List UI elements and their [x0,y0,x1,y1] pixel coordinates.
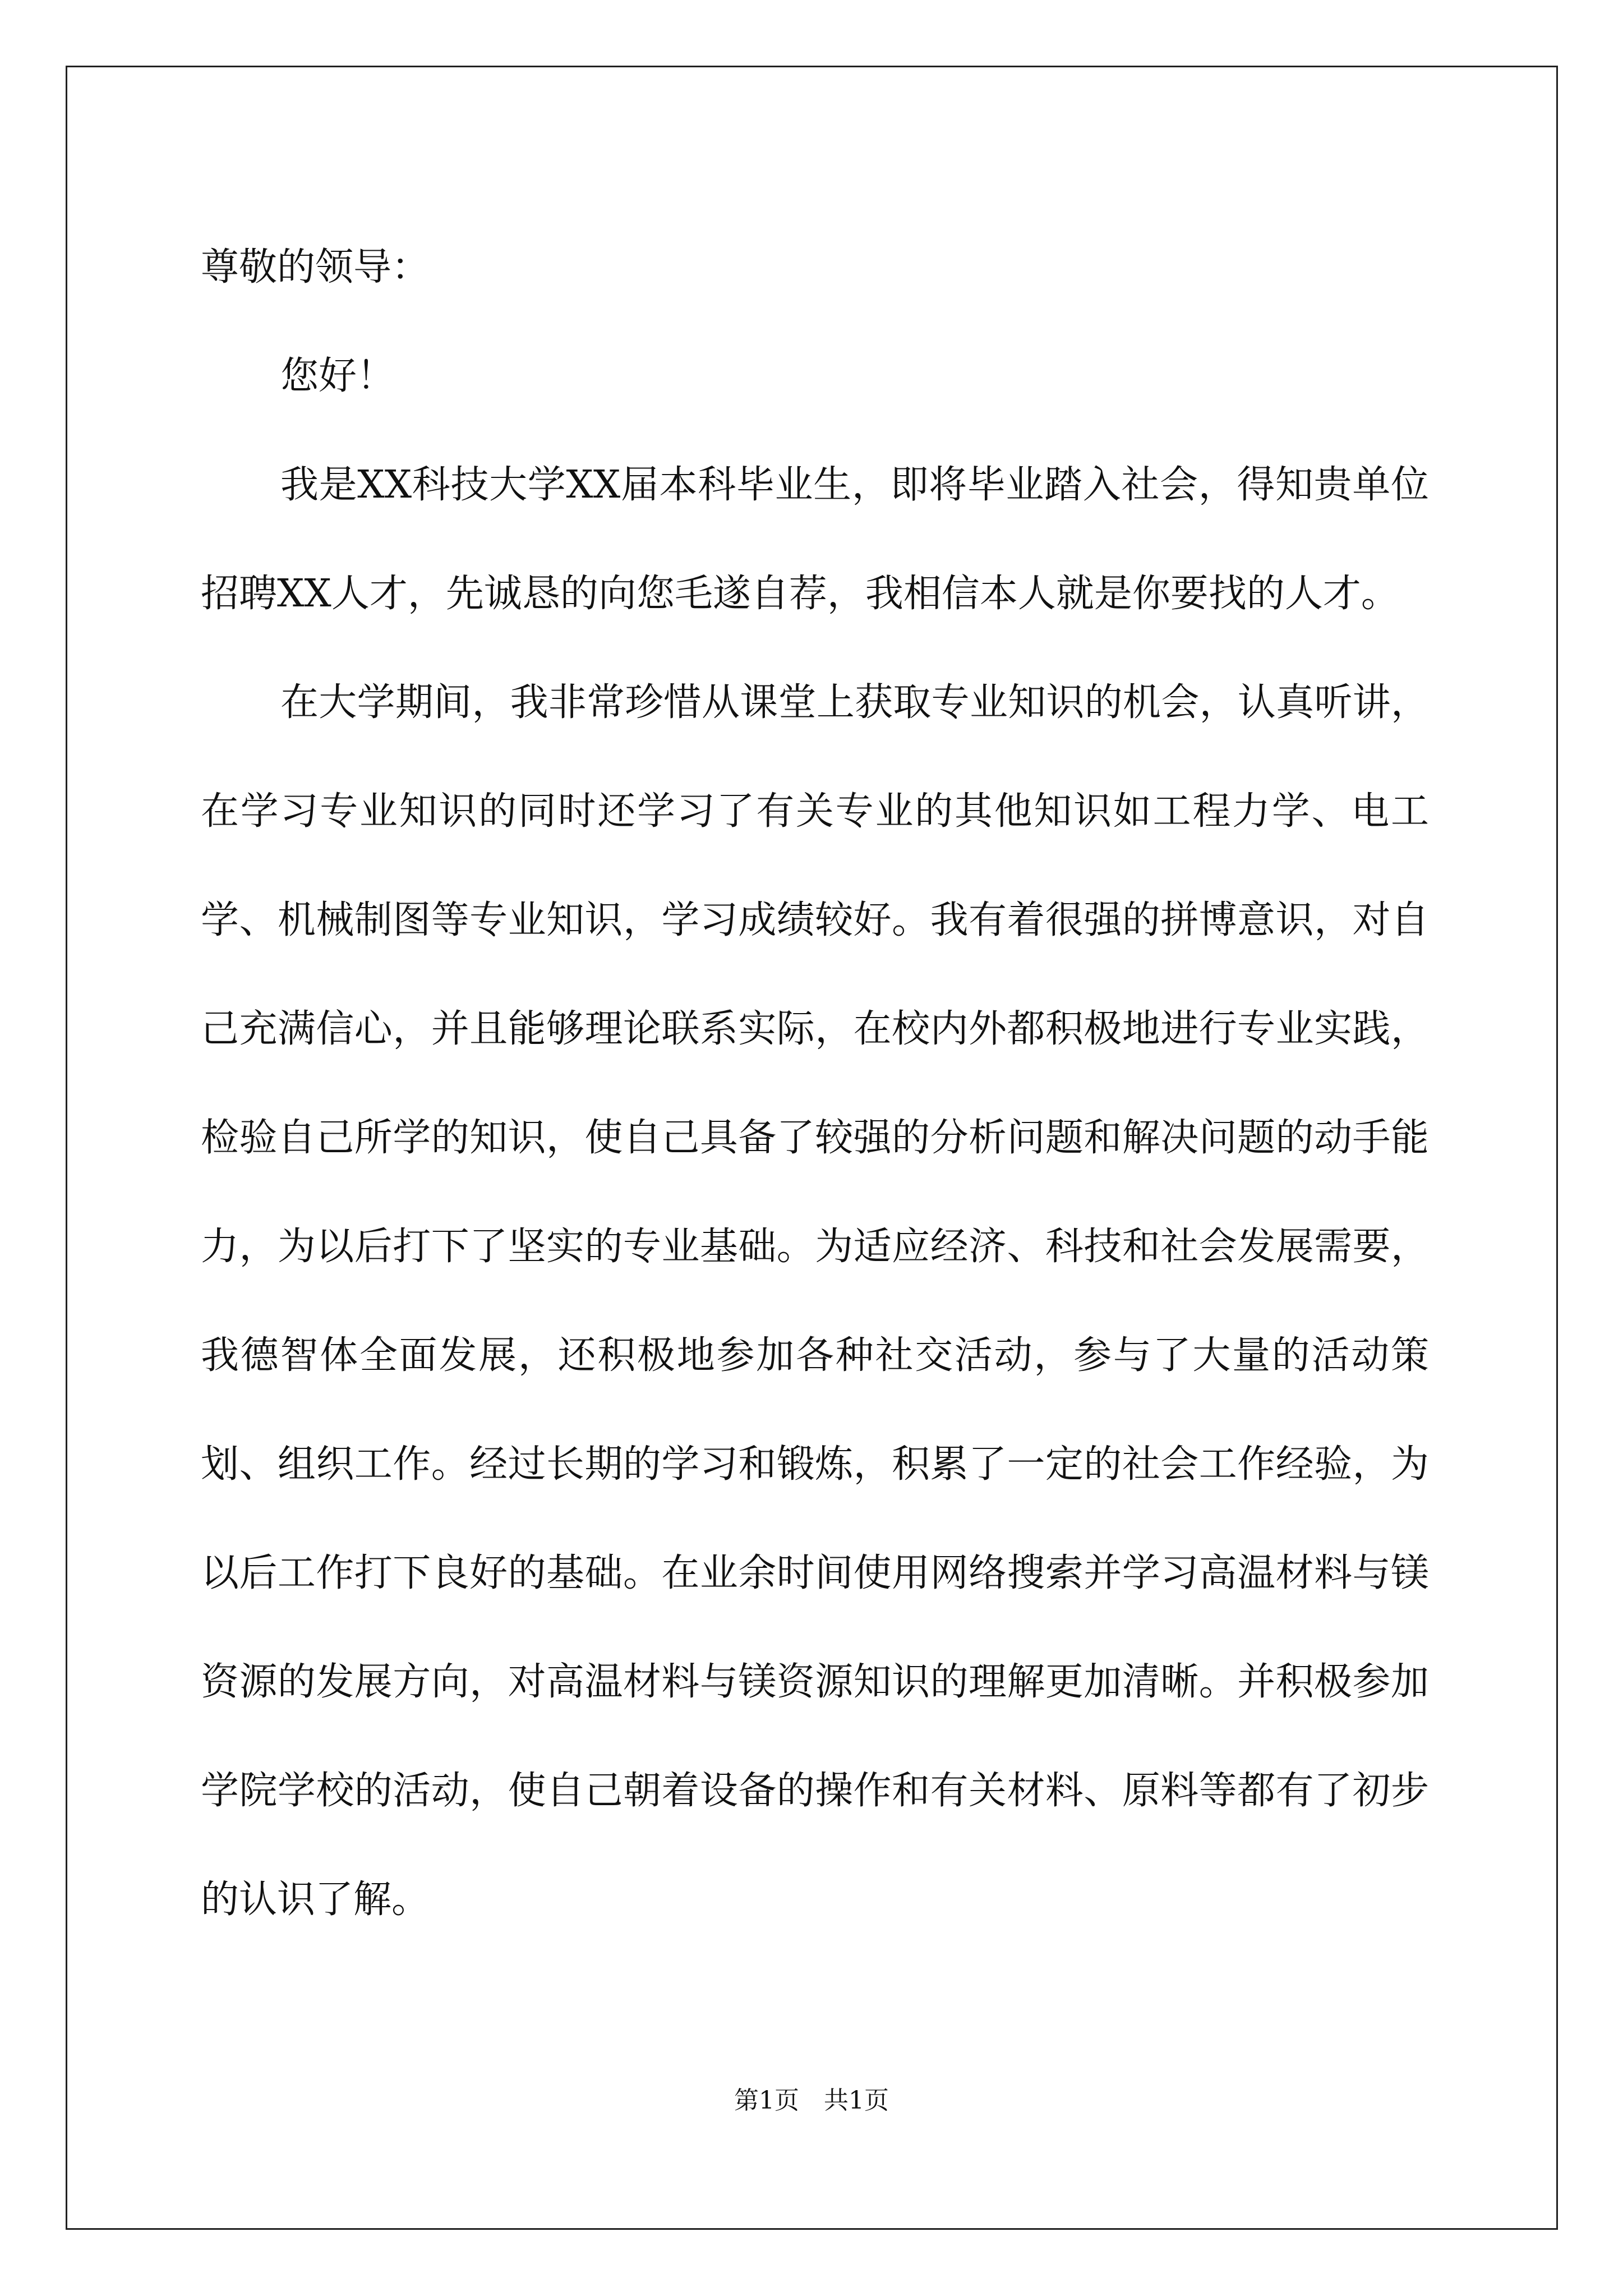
salutation: 尊敬的领导： [201,245,430,289]
page-footer [0,2084,1623,2118]
page-total: 共1页 [824,2086,889,2115]
page-number: 第1页 [734,2086,799,2115]
paragraph-university-experience: 在大学期间，我非常珍惜从课堂上获取专业知识的机会，认真听讲，在学习专业知识的同时还学习了有关专业的其他知识如工程力学、电工学、机械制图等专业知识，学习成绩较好。我有着很强的拼博意识，对自己充满信心，并且能够理论联系实际，在校内外都积极地进行专业实践，检验自己所学的知识，使自己具备了较强的分析问题和解决问题的动手能力，为以后打下了坚实的专业基础。为适应经济、科技和社会发展需要，我德智体全面发展，还积极地参加各种社交活动，参与了大量的活动策划、组织工作。经过长期的学习和锻炼，积累了一定的社会工作经验，为以后工作打下良好的基础。在业余时间使用网络搜索并学习高温材料与镁资源的发展方向，对高温材料与镁资源知识的理解更加清晰。并积极参加学院学校的活动，使自己朝着设备的操作和有关材料、原料等都有了初步的认识了解。 [201,680,1429,1922]
paragraph-introduction: 我是XX科技大学XX届本科毕业生，即将毕业踏入社会，得知贵单位招聘XX人才，先诚恳的向您毛遂自荐，我相信本人就是你要找的人才。 [201,463,1429,616]
letter-body [201,213,1429,1954]
greeting: 您好！ [280,354,395,398]
